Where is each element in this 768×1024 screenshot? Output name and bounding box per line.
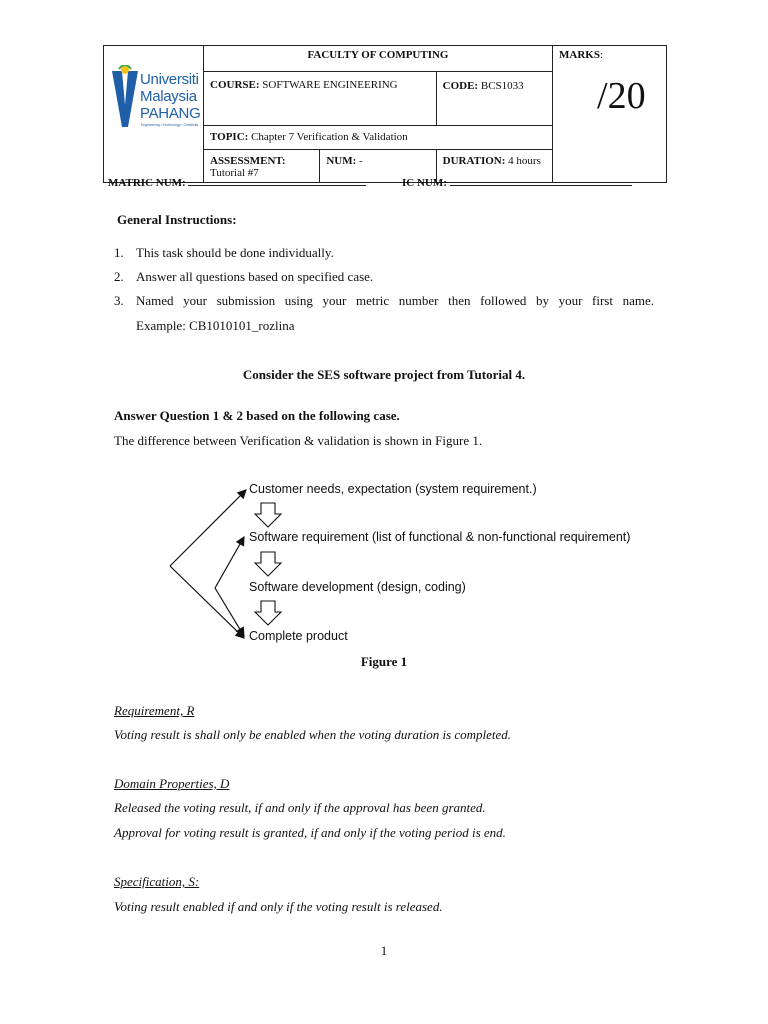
duration-label: DURATION: <box>442 155 509 167</box>
logo-line-1: Universiti <box>140 71 199 88</box>
domain-line-1: Released the voting result, if and only if the approval has been granted. <box>114 800 486 815</box>
logo-line-3: PAHANG <box>140 105 201 122</box>
instructions-heading: General Instructions: <box>117 212 237 227</box>
topic-label: TOPIC: <box>210 131 252 143</box>
marks-cell: MARKS: /20 <box>553 46 667 183</box>
matric-num-field[interactable] <box>108 176 366 189</box>
code-value: BCS1033 <box>480 80 524 92</box>
num-value: - <box>359 155 363 167</box>
instruction-text-3: Named your submission using your metric number then followed by your first name. <box>136 293 654 308</box>
consider-statement: Consider the SES software project from Tutorial 4. <box>242 367 526 382</box>
requirement-heading: Requirement, R <box>114 703 195 718</box>
logo-cell <box>104 46 204 183</box>
domain-heading: Domain Properties, D <box>114 776 230 791</box>
down-arrow-icon <box>253 551 283 577</box>
specification-text: Voting result enabled if and only if the voting result is released. <box>114 899 443 914</box>
assessment-label: ASSESSMENT: <box>210 155 286 167</box>
validation-arrow-bottom <box>170 566 244 638</box>
figure-step-3: Software development (design, coding) <box>249 580 466 594</box>
page-number: 1 <box>380 943 388 958</box>
ic-num-blank[interactable] <box>450 176 632 186</box>
logo-tagline: Engineering • Technology • Creativity <box>141 123 199 127</box>
marks-label: MARKS <box>559 49 600 61</box>
difference-statement: The difference between Verification & validation is shown in Figure 1. <box>114 433 483 448</box>
requirement-text: Voting result is shall only be enabled when the voting duration is completed. <box>114 727 512 742</box>
logo-wordmark <box>140 71 200 122</box>
marks-value: 20 <box>607 75 646 117</box>
course-label: COURSE: <box>210 79 263 91</box>
answer-heading: Answer Question 1 & 2 based on the following case. <box>114 408 400 423</box>
verification-arrow-top <box>215 537 244 588</box>
instruction-text-2: Answer all questions based on specified case. <box>136 269 374 284</box>
assessment-value: Tutorial #7 <box>210 167 259 179</box>
figure-step-4: Complete product <box>249 629 348 643</box>
topic-cell <box>204 126 553 150</box>
ic-num-label: IC NUM: <box>402 177 450 189</box>
down-arrow-icon <box>253 600 283 626</box>
num-label: NUM: <box>326 155 360 167</box>
matric-num-blank[interactable] <box>188 176 366 186</box>
matric-num-label: MATRIC NUM: <box>108 177 189 189</box>
university-logo <box>104 51 204 177</box>
figure-step-1: Customer needs, expectation (system requirement.) <box>249 482 537 496</box>
faculty-title: FACULTY OF COMPUTING <box>204 46 553 72</box>
figure-step-2: Software requirement (list of functional & non-functional requirement) <box>249 530 631 544</box>
logo-line-2: Malaysia <box>140 88 197 105</box>
instruction-text-1: This task should be done individually. <box>136 245 334 260</box>
figure-caption: Figure 1 <box>360 654 408 669</box>
code-cell <box>436 72 552 126</box>
course-cell <box>204 72 437 126</box>
down-arrow-icon <box>253 502 283 528</box>
instruction-num-2: 2. <box>114 269 124 284</box>
instruction-num-3: 3. <box>114 293 124 308</box>
verification-arrow-bottom <box>215 588 244 636</box>
marks-total: /20 <box>597 75 646 117</box>
code-label: CODE: <box>442 80 481 92</box>
duration-value: 4 hours <box>508 155 541 167</box>
course-value: SOFTWARE ENGINEERING <box>262 79 398 91</box>
domain-line-2: Approval for voting result is granted, if and only if the voting period is end. <box>114 825 506 840</box>
ic-num-field[interactable] <box>402 176 632 189</box>
instruction-num-1: 1. <box>114 245 124 260</box>
topic-value: Chapter 7 Verification & Validation <box>251 131 408 143</box>
header-table <box>103 45 667 183</box>
specification-heading: Specification, S: <box>114 874 200 889</box>
logo-emblem-icon <box>110 65 140 131</box>
instruction-example: Example: CB1010101_rozlina <box>136 318 295 333</box>
